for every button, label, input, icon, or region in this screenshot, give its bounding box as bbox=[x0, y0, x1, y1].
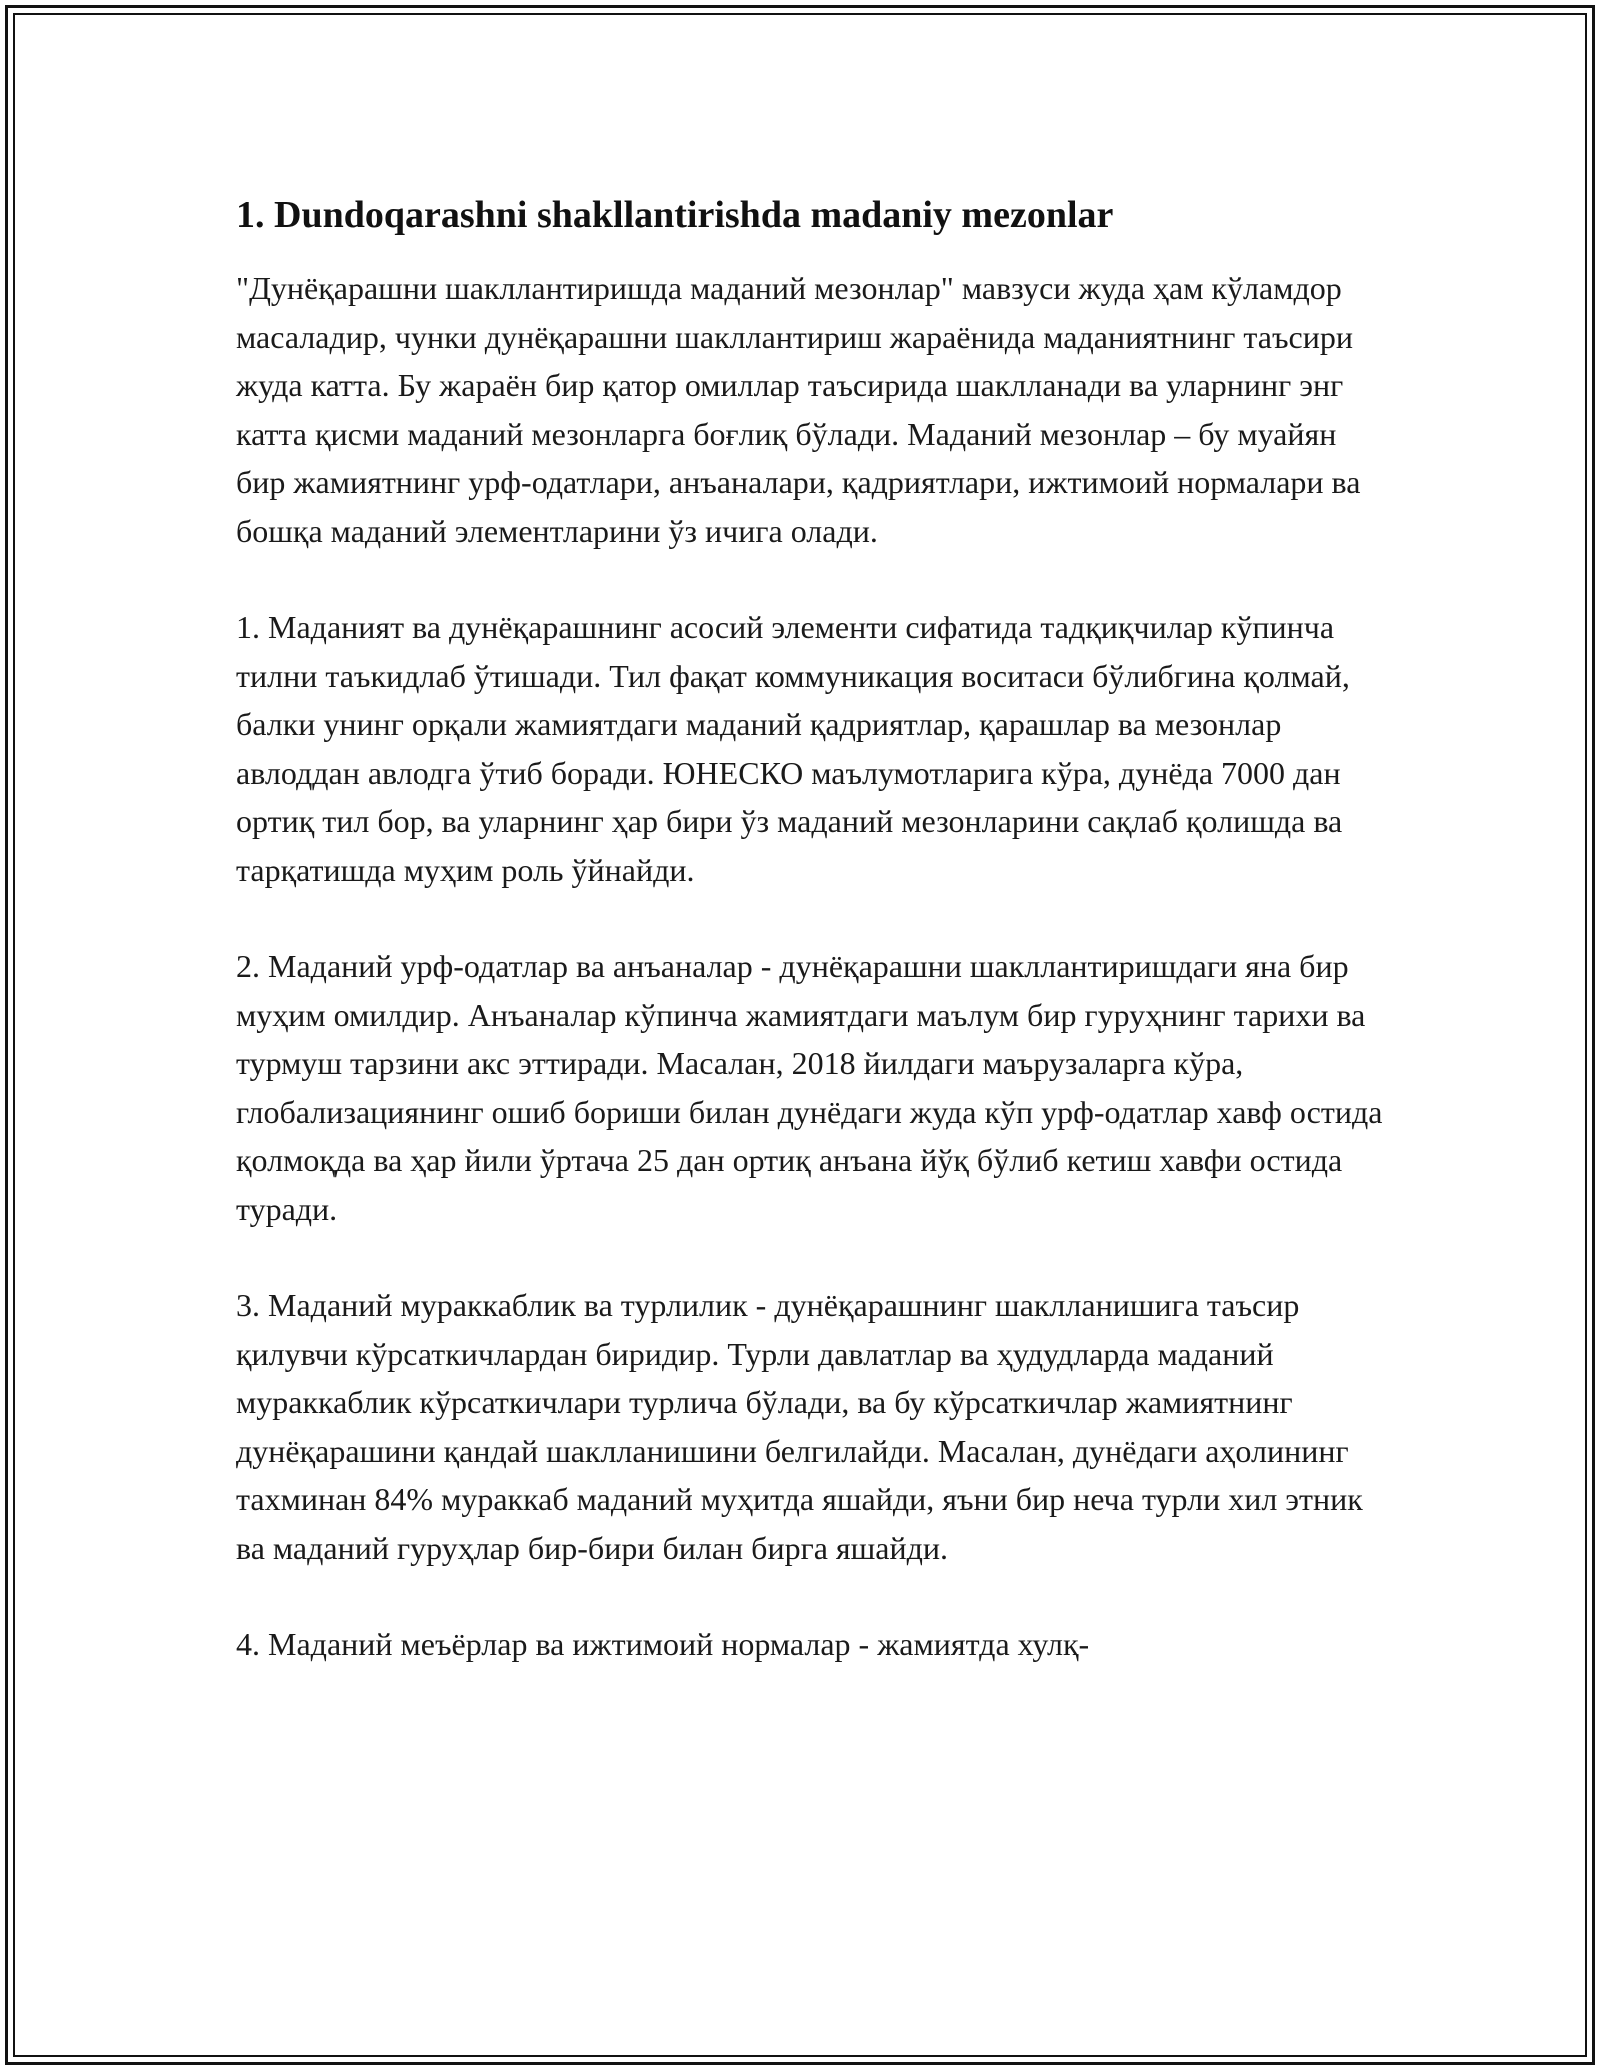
paragraph-1: 1. Маданият ва дунёқарашнинг асосий элементи сифатида тадқиқчилар кўпинча тилни таъкидлаб ўтишади. Тил фақат коммуникация воситаси бўлибгина қолмай, балки унинг орқали жамиятдаги маданий қадриятлар, қарашлар ва мезонлар авлоддан авлодга ўтиб боради. ЮНЕСКО маълумотларига кўра, дунёда 7000 дан ортиқ тил бор, ва уларнинг ҳар бири ўз маданий мезонларини сақлаб қолишда ва тарқатишда муҳим роль ўйнайди. bbox=[236, 609, 1350, 888]
paragraph-3: 3. Маданий мураккаблик ва турлилик - дунёқарашнинг шаклланишига таъсир қилувчи кўрсаткичлардан биридир. Турли давлатлар ва ҳудудларда маданий мураккаблик кўрсаткичлари турлича бўлади, ва бу кўрсаткичлар жамиятнинг дунёқарашини қандай шаклланишини белгилайди. Масалан, дунёдаги аҳолининг тахминан 84% мураккаб маданий муҳитда яшайди, яъни бир неча турли хил этник ва маданий гуруҳлар бир-бири билан бирга яшайди. bbox=[236, 1287, 1363, 1566]
document-title: 1. Dundoqarashni shakllantirishda madaniy mezonlar bbox=[236, 194, 1114, 236]
document-body bbox=[236, 188, 1386, 1669]
paragraph-2: 2. Маданий урф-одатлар ва анъаналар - дунёқарашни шакллантиришдаги яна бир муҳим омилдир. Анъаналар кўпинча жамиятдаги маълум бир гуруҳнинг тарихи ва турмуш тарзини акс эттиради. Масалан, 2018 йилдаги маърузаларга кўра, глобализациянинг ошиб бориши билан дунёдаги жуда кўп урф-одатлар хавф остида қолмоқда ва ҳар йили ўртача 25 дан ортиқ анъана йўқ бўлиб кетиш хавфи остида туради. bbox=[236, 948, 1383, 1227]
intro-paragraph: "Дунёқарашни шакллантиришда маданий мезонлар" мавзуси жуда ҳам кўламдор масаладир, чунки дунёқарашни шакллантириш жараёнида маданиятнинг таъсири жуда катта. Бу жараён бир қатор омиллар таъсирида шаклланади ва уларнинг энг катта қисми маданий мезонларга боғлиқ бўлади. Маданий мезонлар – бу муайян бир жамиятнинг урф-одатлари, анъаналари, қадриятлари, ижтимоий нормалари ва бошқа маданий элементларини ўз ичига олади. bbox=[236, 270, 1361, 549]
paragraph-4: 4. Маданий меъёрлар ва ижтимоий нормалар - жамиятда хулқ- bbox=[236, 1626, 1090, 1662]
